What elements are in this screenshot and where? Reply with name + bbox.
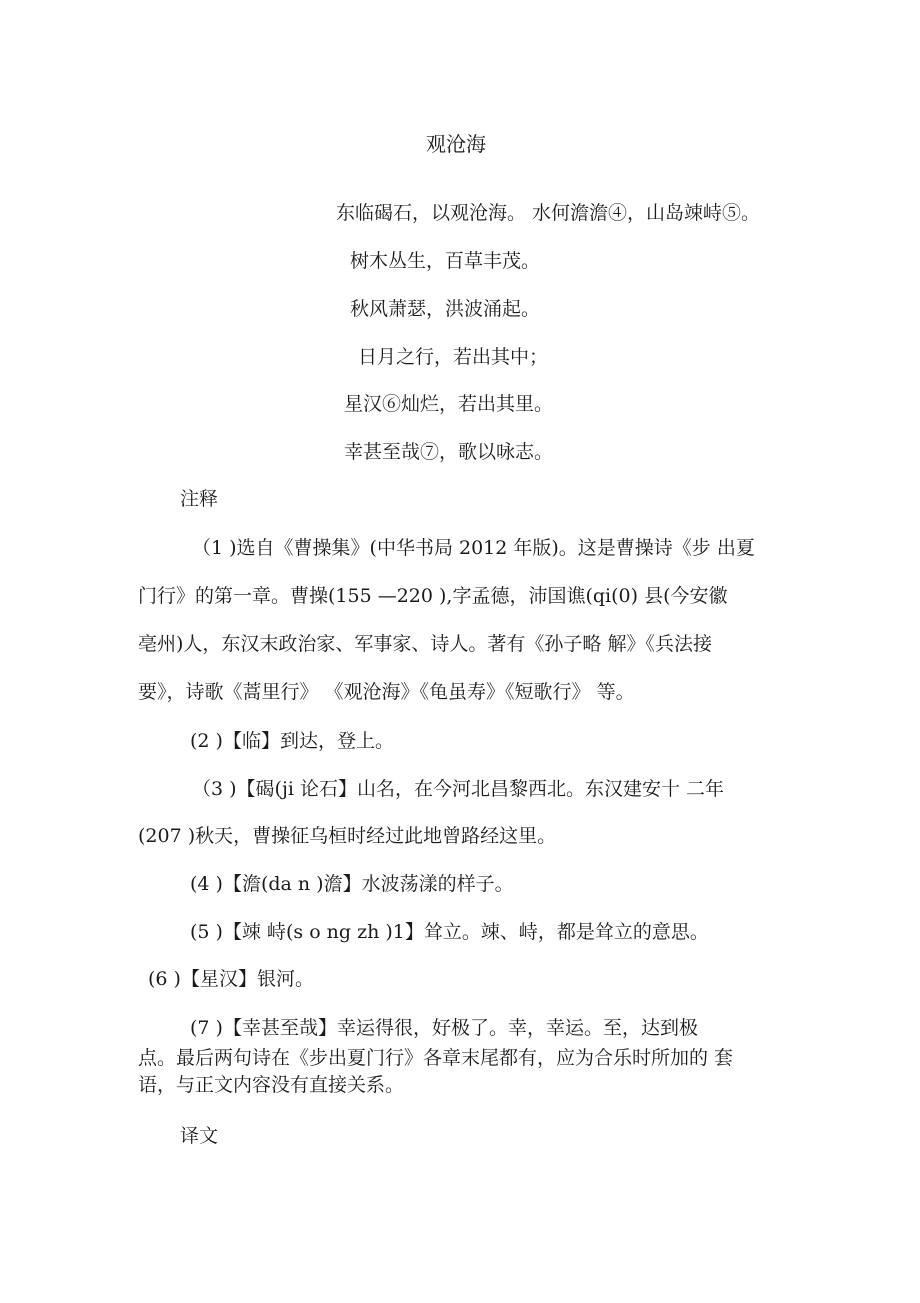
note-line: 点。最后两句诗在《步出夏门行》各章末尾都有，应为合乐时所加的 套 [138, 1047, 734, 1069]
note-line: (7 )【幸甚至哉】幸运得很，好极了。幸，幸运。至，达到极 [190, 1017, 698, 1039]
note-line: （3 )【碣(ji 论石】山名，在今河北昌黎西北。东汉建安十 二年 [192, 778, 725, 800]
note-line: 亳州)人，东汉末政治家、军事家、诗人。著有《孙子略 解》《兵法接 [138, 633, 712, 655]
note-line: 门行》的第一章。曹操(155 —220 ),字孟德，沛国谯(qi(0) 县(今安徽 [138, 585, 728, 607]
poem-line: 树木丛生，百草丰茂。 [350, 250, 541, 272]
notes-heading: 注释 [180, 488, 219, 510]
note-line: (207 )秋天，曹操征乌桓时经过此地曾路经这里。 [138, 825, 557, 847]
poem-line: 秋风萧瑟，洪波涌起。 [350, 298, 541, 320]
note-line: (4 )【澹(da n )澹】水波荡漾的样子。 [190, 873, 514, 895]
note-line: (6 )【星汉】银河。 [148, 968, 314, 990]
poem-title: 观沧海 [426, 132, 486, 156]
note-line: 要》，诗歌《蒿里行》 《观沧海》《龟虽寿》《短歌行》 等。 [138, 681, 635, 703]
note-line: (5 )【竦 峙(s o ng zh )1】耸立。竦、峙，都是耸立的意思。 [190, 921, 709, 943]
poem-line: 东临碣石，以观沧海。 水何澹澹④，山岛竦峙⑤。 [336, 202, 761, 224]
poem-line: 幸甚至哉⑦，歌以咏志。 [344, 441, 554, 463]
translation-heading: 译文 [180, 1125, 219, 1147]
poem-line: 星汉⑥灿烂，若出其里。 [344, 393, 554, 415]
note-line: (2 )【临】到达，登上。 [190, 730, 394, 752]
note-line: 语，与正文内容没有直接关系。 [138, 1074, 405, 1096]
note-line: （1 )选自《曹操集》(中华书局 2012 年版)。这是曹操诗《步 出夏 [192, 537, 755, 559]
poem-line: 日月之行，若出其中； [358, 346, 549, 368]
